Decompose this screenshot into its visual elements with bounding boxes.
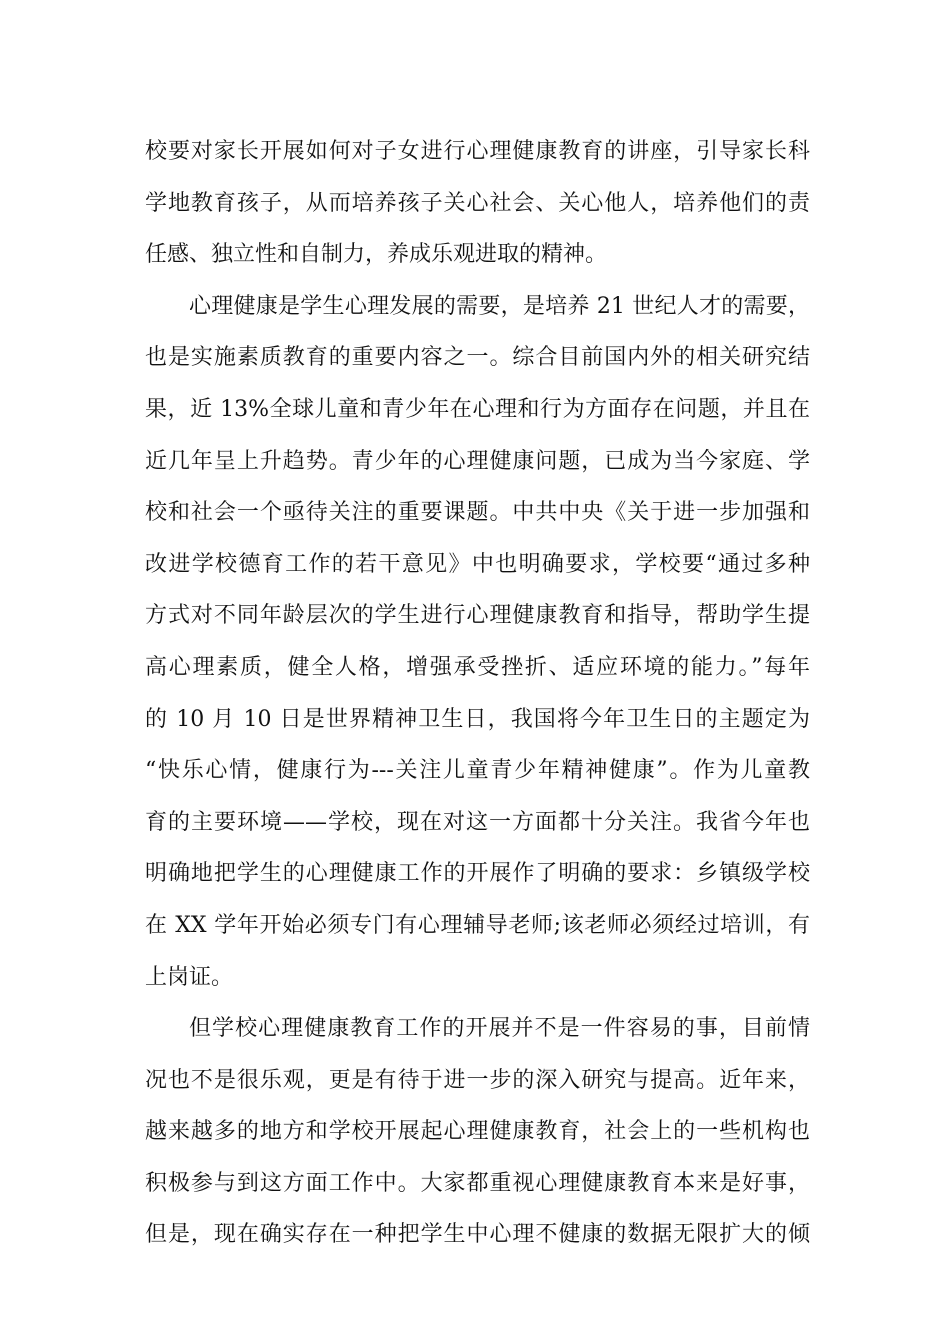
text-line: 育的主要环境——学校，现在对这一方面都十分关注。我省今年也 bbox=[145, 809, 810, 835]
text-line: 但学校心理健康教育工作的开展并不是一件容易的事，目前情 bbox=[189, 1016, 810, 1042]
text-line: 上岗证。 bbox=[145, 964, 234, 990]
text-line: 改进学校德育工作的若干意见》中也明确要求，学校要“通过多种 bbox=[145, 551, 810, 577]
text-line: 越来越多的地方和学校开展起心理健康教育，社会上的一些机构也 bbox=[145, 1119, 810, 1145]
text-line: 方式对不同年龄层次的学生进行心理健康教育和指导，帮助学生提 bbox=[145, 603, 810, 629]
text-line: 近几年呈上升趋势。青少年的心理健康问题，已成为当今家庭、学 bbox=[145, 448, 810, 474]
body-text bbox=[145, 126, 810, 1261]
text-line: 但是，现在确实存在一种把学生中心理不健康的数据无限扩大的倾 bbox=[145, 1222, 810, 1248]
text-line: 也是实施素质教育的重要内容之一。综合目前国内外的相关研究结 bbox=[145, 345, 810, 371]
text-line: 心理健康是学生心理发展的需要，是培养 21 世纪人才的需要， bbox=[189, 293, 810, 319]
text-line: 校要对家长开展如何对子女进行心理健康教育的讲座，引导家长科 bbox=[145, 139, 810, 164]
text-line: 明确地把学生的心理健康工作的开展作了明确的要求：乡镇级学校 bbox=[145, 861, 810, 887]
text-line: 校和社会一个亟待关注的重要课题。中共中央《关于进一步加强和 bbox=[145, 500, 810, 526]
text-line: 果，近 13%全球儿童和青少年在心理和行为方面存在问题，并且在 bbox=[145, 396, 810, 422]
text-line: 积极参与到这方面工作中。大家都重视心理健康教育本来是好事， bbox=[145, 1170, 810, 1196]
text-line: 在 XX 学年开始必须专门有心理辅导老师;该老师必须经过培训，有 bbox=[145, 912, 810, 938]
text-line: 高心理素质，健全人格，增强承受挫折、适应环境的能力。”每年 bbox=[145, 654, 810, 680]
text-line: 学地教育孩子，从而培养孩子关心社会、关心他人，培养他们的责 bbox=[145, 190, 810, 216]
text-line: “快乐心情，健康行为---关注儿童青少年精神健康”。作为儿童教 bbox=[145, 758, 810, 784]
text-line: 况也不是很乐观，更是有待于进一步的深入研究与提高。近年来， bbox=[145, 1067, 810, 1093]
text-line: 任感、独立性和自制力，养成乐观进取的精神。 bbox=[145, 242, 608, 268]
text-line: 的 10 月 10 日是世界精神卫生日，我国将今年卫生日的主题定为 bbox=[145, 706, 810, 732]
